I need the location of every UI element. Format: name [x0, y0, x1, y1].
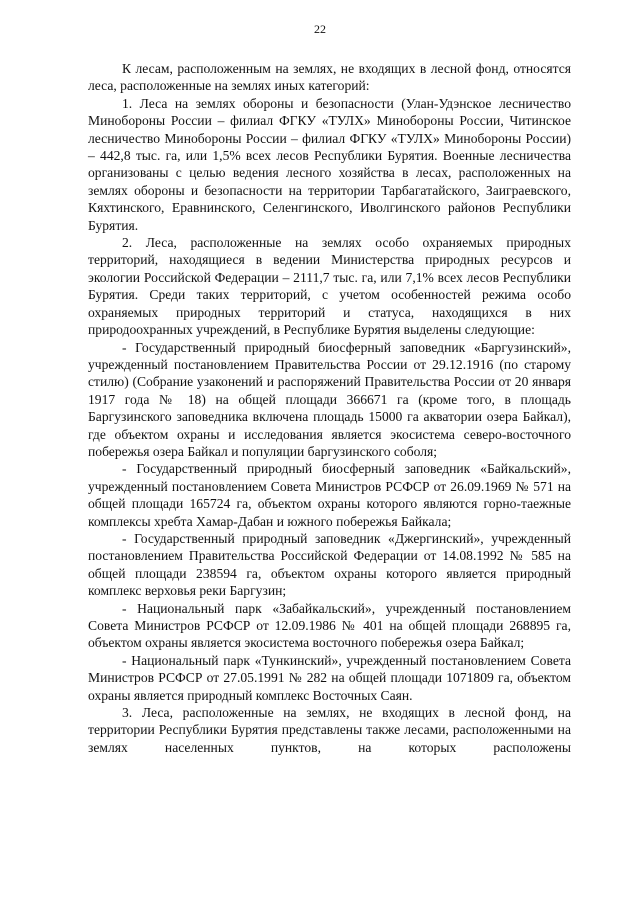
document-body: [88, 60, 571, 756]
list-item-dzherginsky: - Государственный природный заповедник «Джергинский», учрежденный постановлением Правительства Российской Федерации от 14.08.1992 № 585 на общей площади 238594 га, объектом охраны которого является природный комплекс верховья реки Баргузин;: [88, 530, 571, 599]
page-number: 22: [314, 22, 326, 36]
paragraph-intro: К лесам, расположенным на землях, не входящих в лесной фонд, относятся леса, расположенные на землях иных категорий:: [88, 61, 571, 94]
paragraph-protected-areas: 2. Леса, расположенные на землях особо охраняемых природных территорий, находящиеся в ведении Министерства природных ресурсов и экологии Российской Федерации – 2111,7 тыс. га, или 7,1% всех лесов Республики Бурятия. Среди таких территорий, с учетом особенностей режима особо охраняемых природных территорий и статуса, находящихся в них природоохранных учреждений, в Республике Бурятия выделены следующие:: [88, 235, 571, 338]
list-item-zabaikalsky: - Национальный парк «Забайкальский», учрежденный постановлением Совета Министров РСФСР от 12.09.1986 № 401 на общей площади 268895 га, объектом охраны является экосистема восточного побережья озера Байкал;: [88, 600, 571, 651]
paragraph-settlement-lands: 3. Леса, расположенные на землях, не входящих в лесной фонд, на территории Республики Бурятия представлены также лесами, расположенными на землях населенных пунктов, на которых расположены: [88, 705, 571, 755]
list-item-baikalsky: - Государственный природный биосферный заповедник «Байкальский», учрежденный постановлением Совета Министров РСФСР от 26.09.1969 № 571 на общей площади 165724 га, объектом охраны которого являются горно-таежные комплексы хребта Хамар-Дабан и южного побережья Байкала;: [88, 461, 571, 529]
paragraph-defense-lands: 1. Леса на землях обороны и безопасности (Улан-Удэнское лесничество Минобороны России – филиал ФГКУ «ТУЛХ» Минобороны России, Читинское лесничество Минобороны России – филиал ФГКУ «ТУЛХ» Минобороны России) – 442,8 тыс. га, или 1,5% всех лесов Республики Бурятия. Военные лесничества организованы с целью ведения лесного хозяйства в лесах, расположенных на землях обороны и безопасности на территории Тарбагатайского, Заиграевского, Кяхтинского, Еравнинского, Селенгинского, Иволгинского районов Республики Бурятия.: [88, 95, 571, 233]
list-item-tunkinsky: - Национальный парк «Тункинский», учрежденный постановлением Совета Министров РСФСР от 27.05.1991 № 282 на общей площади 1071809 га, объектом охраны является природный комплекс Восточных Саян.: [88, 652, 571, 703]
list-item-barguzinsky: - Государственный природный биосферный заповедник «Баргузинский», учрежденный постановлением Правительства России от 29.12.1916 (по старому стилю) (Собрание узаконений и распоряжений Правительства России от 20 января 1917 года № 18) на общей площади 366671 га (кроме того, в площадь Баргузинского заповедника включена площадь 15000 га акватории озера Байкал), где объектом охраны и исследования является экосистема северо-восточного побережья озера Байкал и популяции баргузинского соболя;: [88, 339, 571, 459]
